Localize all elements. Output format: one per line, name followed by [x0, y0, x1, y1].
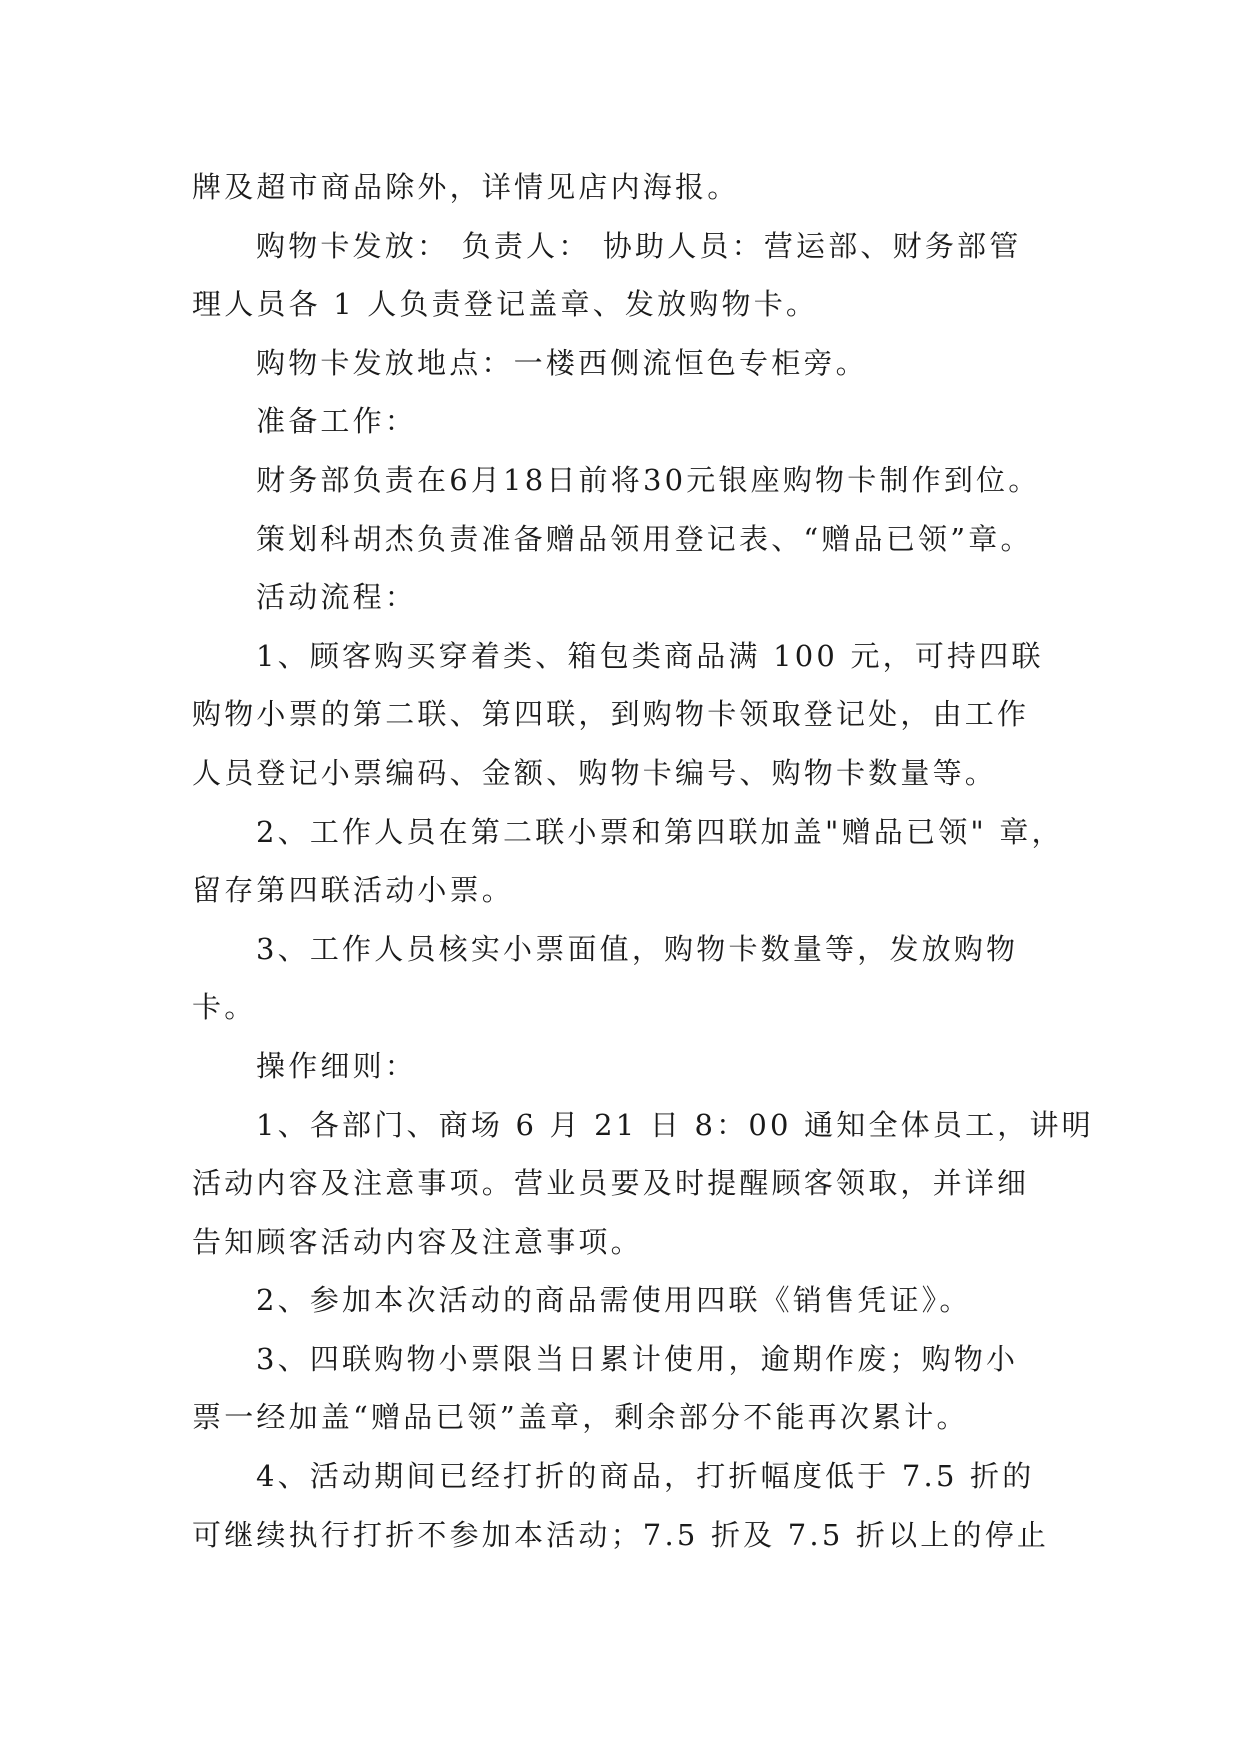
paragraph-line: 1、各部门、商场 6 月 21 日 8：00 通知全体员工，讲明 — [256, 1107, 1094, 1142]
document-body — [192, 158, 1094, 1564]
paragraph-line: 购物小票的第二联、第四联，到购物卡领取登记处，由工作 — [192, 697, 1030, 732]
paragraph-line: 理人员各 1 人负责登记盖章、发放购物卡。 — [192, 287, 819, 322]
paragraph-line: 2、工作人员在第二联小票和第四联加盖"赠品已领" 章， — [256, 814, 1064, 849]
paragraph-line: 购物卡发放地点：一楼西侧流恒色专柜旁。 — [256, 345, 868, 380]
paragraph-line: 3、工作人员核实小票面值，购物卡数量等，发放购物 — [256, 931, 1019, 966]
paragraph-line: 购物卡发放： 负责人： 协助人员：营运部、财务部管 — [256, 228, 1022, 263]
paragraph-line: 票一经加盖“赠品已领”盖章，剩余部分不能再次累计。 — [192, 1400, 969, 1435]
section-heading: 操作细则： — [256, 1048, 418, 1083]
paragraph-line: 2、参加本次活动的商品需使用四联《销售凭证》。 — [256, 1283, 972, 1318]
paragraph-line: 3、四联购物小票限当日累计使用，逾期作废；购物小 — [256, 1341, 1019, 1376]
section-heading: 活动流程： — [256, 580, 418, 615]
paragraph-line: 可继续执行打折不参加本活动；7.5 折及 7.5 折以上的停止 — [192, 1517, 1050, 1552]
paragraph-line: 告知顾客活动内容及注意事项。 — [192, 1224, 643, 1259]
paragraph-line: 策划科胡杰负责准备赠品领用登记表、“赠品已领”章。 — [256, 521, 1033, 556]
paragraph-line: 1、顾客购买穿着类、箱包类商品满 100 元，可持四联 — [256, 638, 1044, 673]
paragraph-line: 牌及超市商品除外，详情见店内海报。 — [192, 170, 740, 204]
paragraph-line: 活动内容及注意事项。营业员要及时提醒顾客领取，并详细 — [192, 1166, 1030, 1201]
paragraph-line: 财务部负责在6月18日前将30元银座购物卡制作到位。 — [256, 462, 1041, 497]
paragraph-line: 人员登记小票编码、金额、购物卡编号、购物卡数量等。 — [192, 755, 998, 790]
section-heading: 准备工作： — [256, 404, 418, 439]
paragraph-line: 卡。 — [192, 990, 257, 1025]
paragraph-line: 4、活动期间已经打折的商品，打折幅度低于 7.5 折的 — [256, 1459, 1035, 1494]
paragraph-line: 留存第四联活动小票。 — [192, 873, 515, 908]
